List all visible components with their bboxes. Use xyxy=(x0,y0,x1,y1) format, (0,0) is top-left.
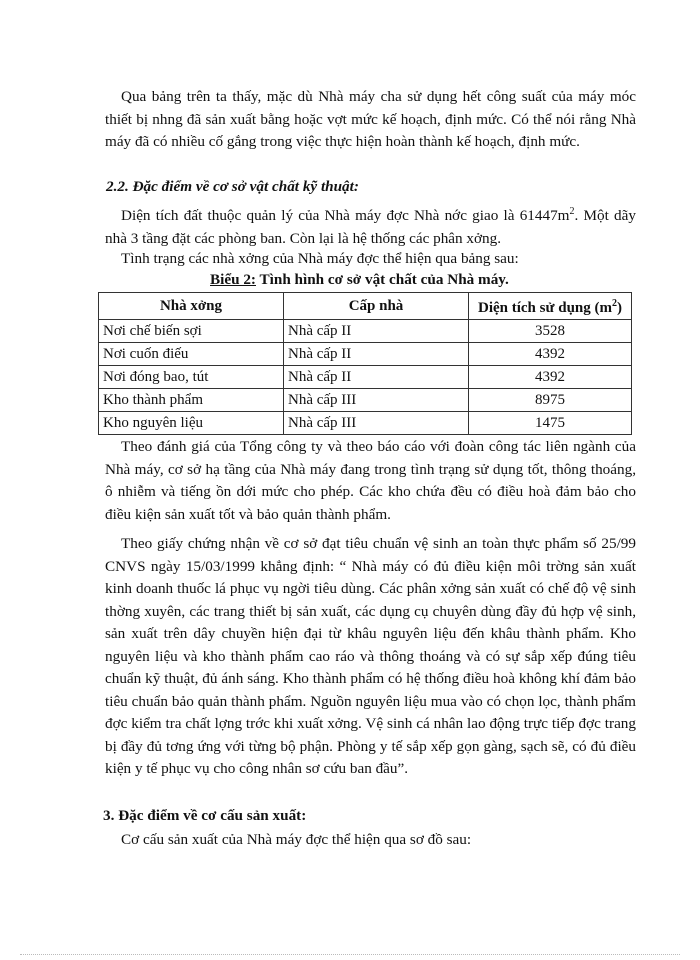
header-building-grade: Cấp nhà xyxy=(284,293,469,320)
cell-grade: Nhà cấp III xyxy=(284,389,469,412)
cell-grade: Nhà cấp II xyxy=(284,343,469,366)
header-usable-area-close: ) xyxy=(617,300,623,316)
land-area-rest: . Một dãy nhà 3 tầng đặt các phòng ban. Còn lại là hệ thống các phân xởng. xyxy=(105,207,636,247)
cell-area: 1475 xyxy=(469,412,632,435)
table-caption-text: Tình hình cơ sở vật chất của Nhà máy. xyxy=(256,271,509,288)
cell-area: 4392 xyxy=(469,343,632,366)
facilities-table xyxy=(98,292,632,435)
paragraph-certificate: Theo giấy chứng nhận về cơ sở đạt tiêu chuẩn vệ sinh an toàn thực phẩm số 25/99 CNVS ngày 15/03/1999 khẳng định: “ Nhà máy có đủ điều kiện môi trờng sản xuất kinh doanh thuốc lá phục vụ ngời tiêu dùng. Các phân xởng sản xuất có chế độ vệ sinh thờng xuyên, các trang thiết bị sản xuất, các dụng cụ chuyên dùng đầy đủ hợp vệ sinh, sản xuất trên dây chuyền hiện đại từ khâu nguyên liệu đến khâu thành phẩm. Kho nguyên liệu và kho thành phẩm cao ráo và thông thoáng và có sự sắp xếp đúng tiêu chuẩn kỹ thuật, đủ ánh sáng. Kho thành phẩm có hệ thống điều hoà không khí đảm bảo tiêu chuẩn bảo quản thành phẩm. Nguồn nguyên liệu mua vào có chọn lọc, thành phẩm đợc kiểm tra chất lợng trớc khi xuất xởng. Vệ sinh cá nhân lao động trực tiếp đợc trang bị đầy đủ tơng ứng với từng bộ phận. Phòng y tế sắp xếp gọn gàng, sạch sẽ, có đủ điều kiện y tế phục vụ cho công nhân sơ cứu ban đầu”. xyxy=(105,535,636,777)
cell-workshop: Kho thành phẩm xyxy=(99,389,284,412)
cell-grade: Nhà cấp II xyxy=(284,320,469,343)
header-usable-area xyxy=(469,293,632,320)
section-heading-3: 3. Đặc điểm về cơ cấu sản xuất: xyxy=(103,807,307,824)
land-area-text: Diện tích đất thuộc quản lý của Nhà máy đợc Nhà nớc giao là 61447m xyxy=(121,207,570,225)
paragraph-table-intro: Tình trạng các nhà xởng của Nhà máy đợc thể hiện qua bảng sau: xyxy=(121,250,519,267)
cell-grade: Nhà cấp III xyxy=(284,412,469,435)
header-usable-area-sup: 2 xyxy=(612,298,618,309)
header-usable-area-text: Diện tích sử dụng (m xyxy=(477,300,613,316)
header-workshop: Nhà xởng xyxy=(99,293,284,320)
table-caption-label: Biểu 2: xyxy=(210,271,256,288)
cell-workshop: Nơi chế biến sợi xyxy=(99,320,284,343)
cell-area: 3528 xyxy=(469,320,632,343)
paragraph-assessment: Theo đánh giá của Tổng công ty và theo báo cáo với đoàn công tác liên ngành của Nhà máy, cơ sở hạ tầng của Nhà máy đang trong tình trạng sử dụng tốt, thông thoáng, ô nhiễm và tiếng ồn dới mức cho phép. Các kho chứa đều có điều hoà đảm bảo cho điều kiện sản xuất tốt và bảo quản thành phẩm. xyxy=(105,438,636,523)
cell-grade: Nhà cấp II xyxy=(284,366,469,389)
table-row xyxy=(99,389,632,412)
cell-area: 4392 xyxy=(469,366,632,389)
table-row xyxy=(99,320,632,343)
cell-workshop: Nơi cuốn điếu xyxy=(99,343,284,366)
cell-workshop: Nơi đóng bao, tút xyxy=(99,366,284,389)
land-area-superscript: 2 xyxy=(569,206,575,217)
section-heading-2-2: 2.2. Đặc điểm về cơ sở vật chất kỹ thuật: xyxy=(106,178,359,195)
table-row xyxy=(99,412,632,435)
table-row xyxy=(99,343,632,366)
table-header-row xyxy=(99,293,632,320)
paragraph-intro: Qua bảng trên ta thấy, mặc dù Nhà máy cha sử dụng hết công suất của máy móc thiết bị nhng đã sản xuất bằng hoặc vợt mức kế hoạch, định mức. Có thể nói rằng Nhà máy đã có nhiều cố gắng trong việc thực hiện hoàn thành kế hoạch, định mức. xyxy=(105,88,636,150)
cell-workshop: Kho nguyên liệu xyxy=(99,412,284,435)
page-bottom-divider xyxy=(20,954,680,955)
table-caption xyxy=(210,270,509,290)
paragraph-land-area xyxy=(105,201,636,250)
table-row xyxy=(99,366,632,389)
cell-area: 8975 xyxy=(469,389,632,412)
paragraph-structure-intro: Cơ cấu sản xuất của Nhà máy đợc thể hiện qua sơ đồ sau: xyxy=(121,831,472,848)
